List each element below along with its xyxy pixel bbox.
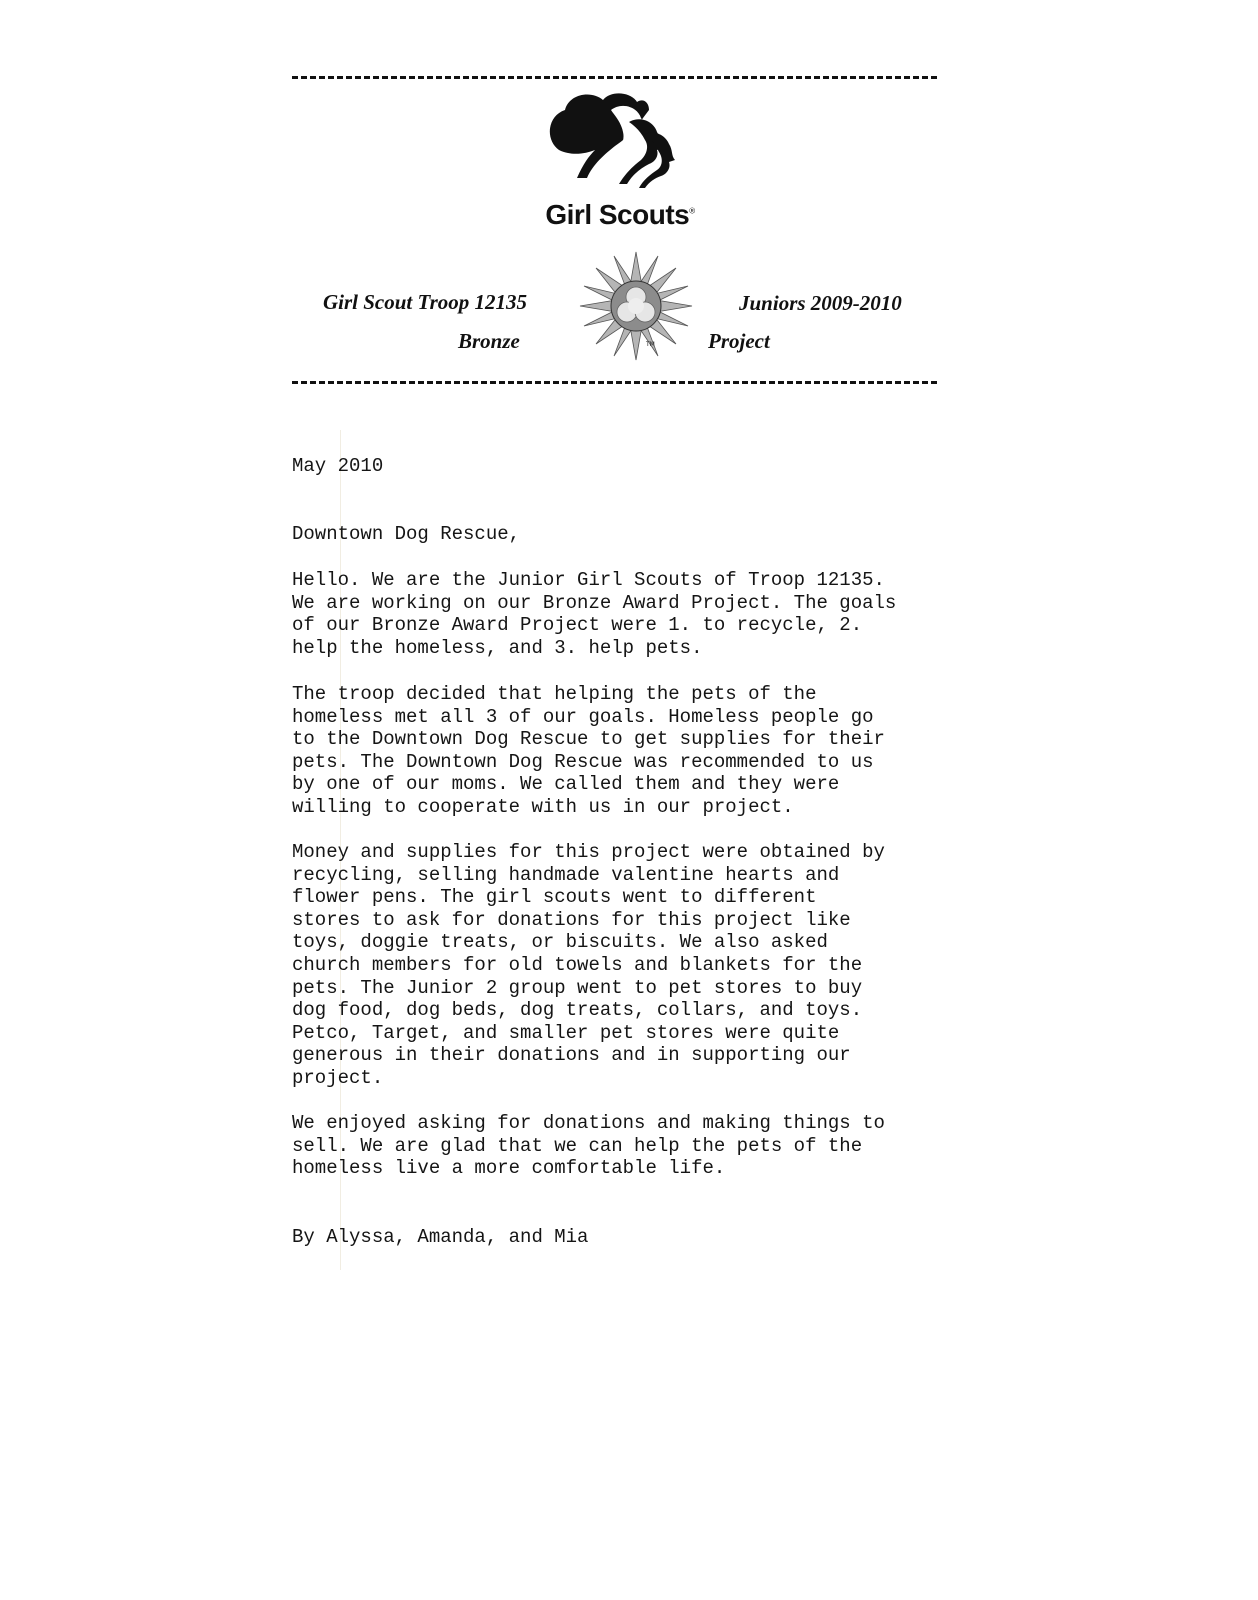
- troop-label: Girl Scout Troop 12135: [323, 290, 527, 314]
- bronze-award-pin-icon: [578, 250, 694, 362]
- letter-paragraph: We enjoyed asking for donations and making things to sell. We are glad that we can help the pets of the homeless live a more comfortable life.: [292, 1112, 885, 1180]
- letter-paragraph: Money and supplies for this project were obtained by recycling, selling handmade valentine hearts and flower pens. The girl scouts went to different stores to ask for donations for this project like toys, doggie treats, or biscuits. We also asked church members for old towels and blankets for the pets. The Junior 2 group went to pet stores to buy dog food, dog beds, dog treats, collars, and toys. Petco, Target, and smaller pet stores were quite generous in their donations and in supporting our project.: [292, 841, 885, 1089]
- girl-scouts-logo-text: [490, 199, 750, 231]
- logo-wordmark: Girl Scouts: [545, 199, 690, 230]
- level-label: Juniors 2009-2010: [739, 291, 902, 315]
- letter-date: May 2010: [292, 455, 384, 477]
- award-left-label: Bronze: [458, 329, 520, 353]
- header-top-divider: [292, 76, 937, 79]
- girl-scouts-profiles-icon: [545, 88, 680, 188]
- registered-mark: ®: [689, 206, 695, 216]
- svg-text:TM: TM: [646, 341, 655, 348]
- award-right-label: Project: [708, 329, 770, 353]
- letter-salutation: Downtown Dog Rescue,: [292, 523, 521, 545]
- header-bottom-divider: [292, 381, 937, 384]
- letter-paragraph: The troop decided that helping the pets of the homeless met all 3 of our goals. Homeless people go to the Downtown Dog Rescue to get supplies for their pets. The Downtown Dog Rescue was recommended to us by one of our moms. We called them and they were willing to cooperate with us in our project.: [292, 683, 885, 818]
- letter-paragraph: Hello. We are the Junior Girl Scouts of Troop 12135. We are working on our Bronze Award Project. The goals of our Bronze Award Project were 1. to recycle, 2. help the homeless, and 3. help pets.: [292, 569, 897, 659]
- letter-signoff: By Alyssa, Amanda, and Mia: [292, 1226, 589, 1248]
